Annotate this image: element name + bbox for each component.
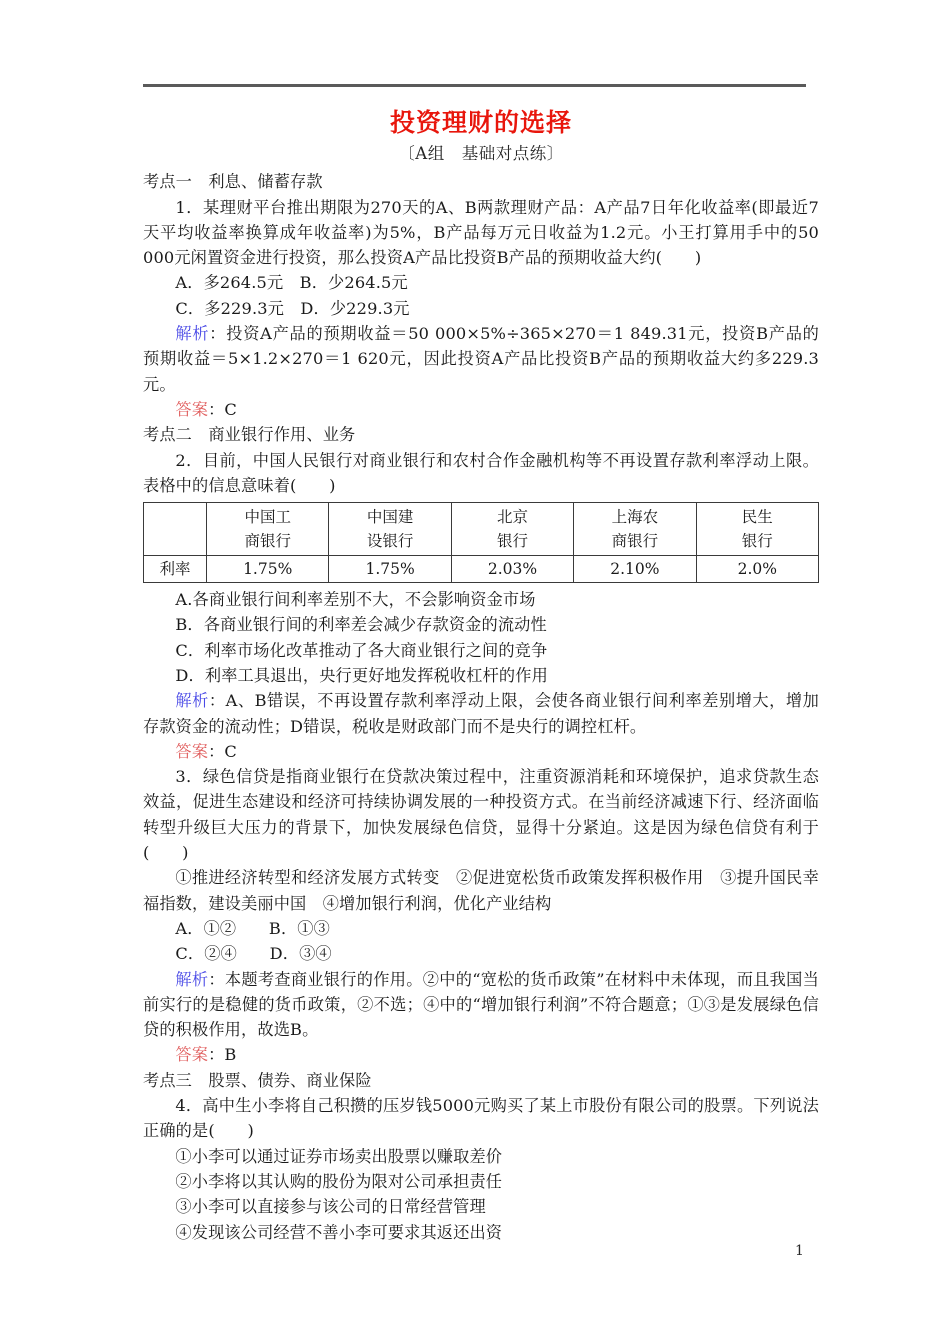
- interest-rate-table: [143, 502, 819, 583]
- question-3-answer: [143, 1042, 819, 1067]
- answer-text: ：C: [208, 399, 237, 419]
- analysis-label: 解析: [175, 324, 210, 344]
- bank-2-line1: 中国建: [366, 508, 414, 527]
- table-header-bank-5: [696, 503, 818, 556]
- question-2-option-b[interactable]: B．各商业银行间的利率差会减少存款资金的流动性: [175, 615, 547, 635]
- analysis-text: ：A、B错误，不再设置存款利率浮动上限，会使各商业银行间利率差别增大，增加存款资金的流动性；D错误，税收是财政部门而不是央行的调控杠杆。: [143, 691, 819, 736]
- table-header-bank-3: [451, 503, 573, 556]
- rate-value-bank-5: 2.0%: [696, 556, 818, 583]
- bank-1-line2: 商银行: [244, 532, 291, 551]
- analysis-text: ：本题考查商业银行的作用。②中的“宽松的货币政策”在材料中未体现，而且我国当前实行的是稳健的货币政策，②不选；④中的“增加银行利润”不符合题意；①③是发展绿色信贷的积极作用，故选B。: [143, 969, 819, 1040]
- table-header-bank-4: [574, 503, 696, 556]
- question-3-option-row-2[interactable]: C．②④ D．③④: [175, 944, 332, 964]
- page-number: 1: [795, 1243, 804, 1259]
- answer-text: ：B: [208, 1045, 237, 1065]
- header-rule: [143, 84, 806, 87]
- question-1-option-row-2[interactable]: C．多229.3元 D．少229.3元: [175, 298, 410, 318]
- rate-value-bank-3: 2.03%: [451, 556, 573, 583]
- rate-value-bank-2: 1.75%: [329, 556, 451, 583]
- question-3-statements: ①推进经济转型和经济发展方式转变 ②促进宽松货币政策发挥积极作用 ③提升国民幸福指数，建设美丽中国 ④增加银行利润，优化产业结构: [143, 868, 819, 913]
- bank-5-line1: 民生: [741, 508, 773, 527]
- question-2-analysis: [143, 688, 819, 739]
- table-row-rates: [144, 556, 819, 583]
- page-title: 投资理财的选择: [389, 108, 572, 137]
- table-header-bank-1: [207, 503, 329, 556]
- question-stem-4: 4．高中生小李将自己积攒的压岁钱5000元购买了某上市股份有限公司的股票。下列说法正确的是( ): [143, 1096, 819, 1141]
- question-2-answer: [143, 739, 819, 764]
- bank-3-line1: 北京: [496, 508, 528, 527]
- question-4-statement-2[interactable]: ②小李将以其认购的股份为限对公司承担责任: [175, 1171, 503, 1191]
- question-1-answer: [143, 397, 819, 422]
- question-3-analysis: [143, 967, 819, 1043]
- question-4-statement-1[interactable]: ①小李可以通过证券市场卖出股票以赚取差价: [175, 1146, 503, 1166]
- section-heading-2: 考点二 商业银行作用、业务: [143, 425, 356, 445]
- table-header-bank-2: [329, 503, 451, 556]
- bank-4-line2: 商银行: [611, 532, 659, 551]
- rate-value-bank-1: 1.75%: [207, 556, 329, 583]
- table-corner-cell: [144, 503, 207, 556]
- question-4-statement-3[interactable]: ③小李可以直接参与该公司的日常经营管理: [175, 1197, 486, 1217]
- question-1-option-row-1[interactable]: A．多264.5元 B．少264.5元: [175, 273, 408, 293]
- group-label: 〔A组 基础对点练〕: [398, 143, 564, 163]
- table-row-label: 利率: [144, 556, 207, 583]
- question-3-option-row-1[interactable]: A．①② B．①③: [175, 918, 330, 938]
- question-2-option-d[interactable]: D．利率工具退出，央行更好地发挥税收杠杆的作用: [175, 666, 548, 685]
- bank-5-line2: 银行: [741, 532, 773, 551]
- table-row-header: [144, 503, 819, 556]
- question-stem-1: 1．某理财平台推出期限为270天的A、B两款理财产品：A产品7日年化收益率(即最近7天平均收益率换算成年收益率)为5%，B产品每万元日收益为1.2元。小王打算用手中的50 000元闲置资金进行投资，那么投资A产品比投资B产品的预期收益大约( ): [143, 197, 819, 268]
- question-stem-2: 2．目前，中国人民银行对商业银行和农村合作金融机构等不再设置存款利率浮动上限。表格中的信息意味着( ): [143, 450, 819, 495]
- analysis-label: 解析: [175, 691, 209, 711]
- bank-2-line2: 设银行: [366, 532, 414, 551]
- question-2-option-c[interactable]: C．利率市场化改革推动了各大商业银行之间的竞争: [175, 640, 548, 660]
- question-4-statement-4[interactable]: ④发现该公司经营不善小李可要求其返还出资: [175, 1222, 503, 1242]
- section-heading-1: 考点一 利息、储蓄存款: [143, 172, 323, 192]
- answer-label: 答案: [175, 399, 209, 419]
- answer-label: 答案: [175, 1045, 209, 1065]
- answer-label: 答案: [175, 741, 209, 761]
- analysis-text: ：投资A产品的预期收益＝50 000×5%÷365×270＝1 849.31元，投资B产品的预期收益＝5×1.2×270＝1 620元，因此投资A产品比投资B产品的预期收益大约多229.3元。: [143, 324, 819, 394]
- bank-3-line2: 银行: [496, 532, 528, 551]
- question-stem-3: 3．绿色信贷是指商业银行在贷款决策过程中，注重资源消耗和环境保护，追求贷款生态效益，促进生态建设和经济可持续协调发展的一种投资方式。在当前经济减速下行、经济面临转型升级巨大压力的背景下，加快发展绿色信贷，显得十分紧迫。这是因为绿色信贷有利于( ): [143, 767, 819, 863]
- question-2-option-a[interactable]: A.各商业银行间利率差别不大，不会影响资金市场: [175, 590, 536, 610]
- document-content: [143, 100, 819, 1245]
- analysis-label: 解析: [175, 969, 209, 989]
- question-1-analysis: [143, 321, 819, 397]
- bank-4-line1: 上海农: [611, 508, 659, 527]
- bank-1-line1: 中国工: [244, 508, 291, 527]
- section-heading-3: 考点三 股票、债券、商业保险: [143, 1070, 372, 1090]
- rate-value-bank-4: 2.10%: [574, 556, 696, 583]
- answer-text: ：C: [208, 741, 237, 761]
